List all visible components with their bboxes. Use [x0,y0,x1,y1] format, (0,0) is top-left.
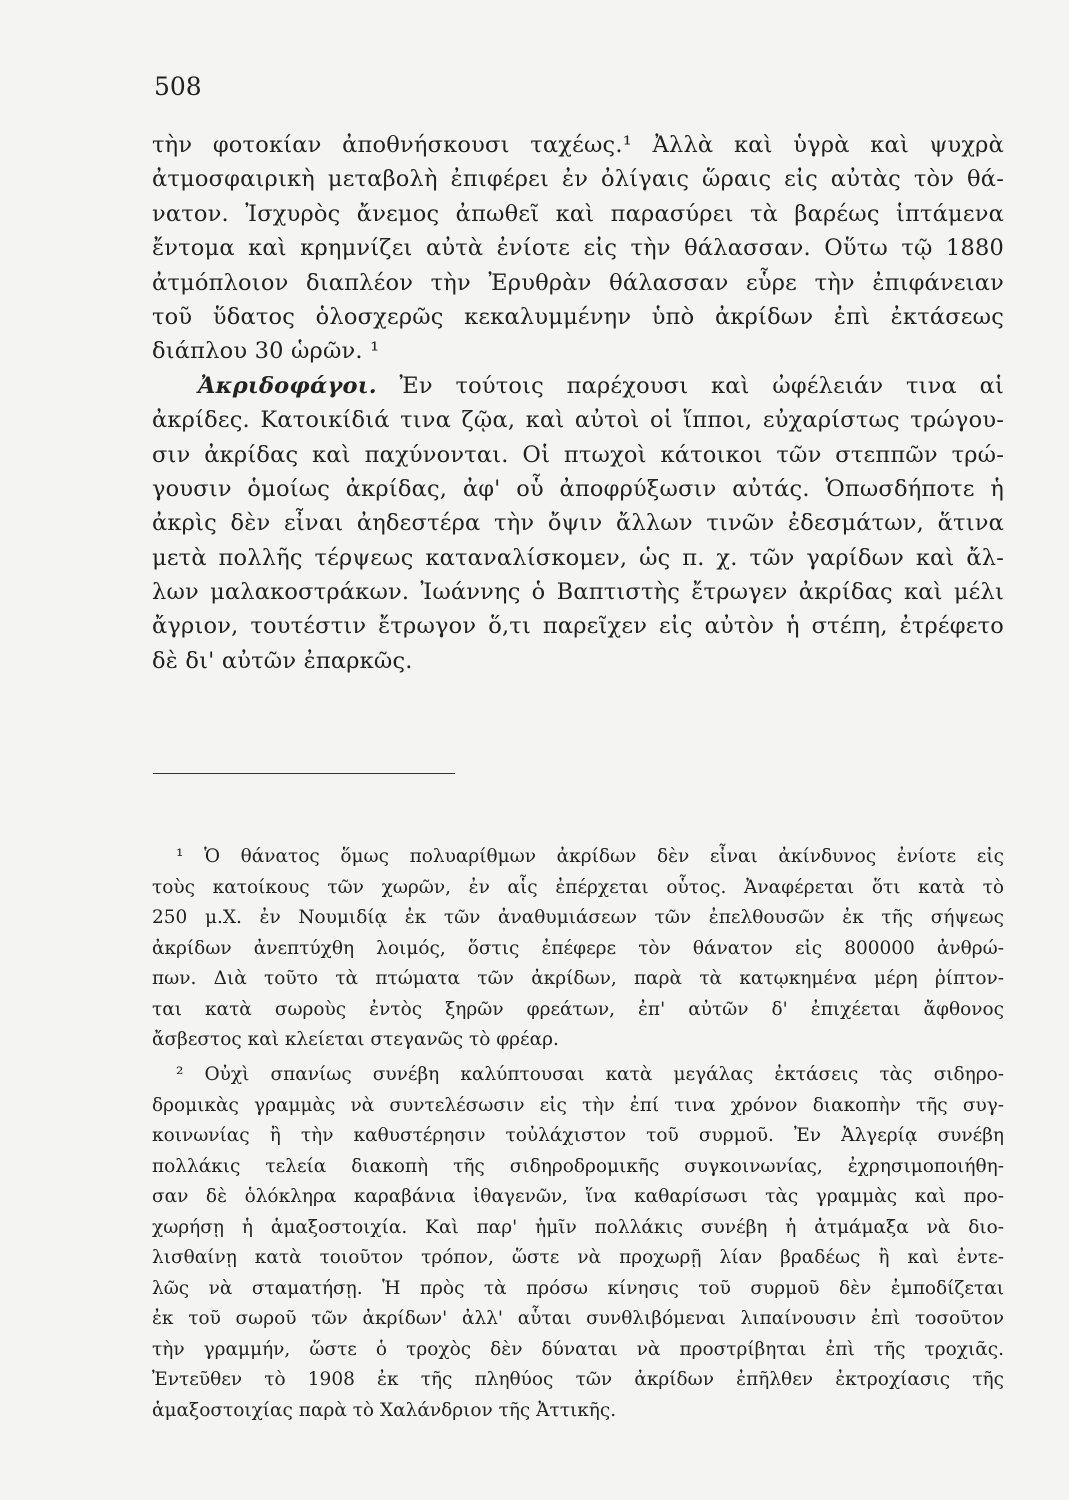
text-line: δὲ δι' αὐτῶν ἐπαρκῶς. [152,647,413,674]
text-line: πολλάκις τελεία διακοπὴ τῆς σιδηροδρομικῆς συγκοινωνίας, ἐχρησιμοποιήθη- [152,1155,1004,1177]
text-line: τὴν γραμμήν, ὥστε ὁ τροχὸς δὲν δύναται νὰ προστρίβηται ἐπὶ τῆς τροχιᾶς. [152,1338,1004,1360]
text-line: τὴν φοτοκίαν ἀποθνήσκουσι ταχέως.¹ Ἀλλὰ καὶ ὑγρὰ καὶ ψυχρὰ [152,132,1004,158]
text-line: λισθαίνῃ κατὰ τοιοῦτον τρόπον, ὥστε νὰ προχωρῇ λίαν βραδέως ἢ καὶ ἐντε- [152,1247,1004,1268]
text-line: ται κατὰ σωροὺς ἐντὸς ξηρῶν φρεάτων, ἐπ' αὐτῶν δ' ἐπιχέεται ἄφθονος [152,998,1004,1020]
text-line: τοῦ ὕδατος ὁλοσχερῶς κεκαλυμμένην ὑπὸ ἀκρίδων ἐπὶ ἐκτάσεως [152,303,1004,330]
text-line-content: Ἐν τούτοις παρέχουσι καὶ ὠφέλειάν τινα αἱ [399,372,1004,399]
text-line: πων. Διὰ τοῦτο τὰ πτώματα τῶν ἀκρίδων, παρὰ τὰ κατῳκημένα μέρη ῥίπτον- [152,968,1004,989]
text-line: ἄγριον, τουτέστιν ἔτρωγον ὅ,τι παρεῖχεν εἰς αὐτὸν ἡ στέπη, ἐτρέφετο [152,613,1004,640]
section-heading: Ἀκριδοφάγοι. [198,372,377,399]
main-text [152,128,1004,678]
text-line: ἀκρὶς δὲν εἶναι ἀηδεστέρα τὴν ὄψιν ἄλλων τινῶν ἐδεσμάτων, ἅτινα [152,510,1004,537]
text-line: ² Οὐχὶ σπανίως συνέβη καλύπτουσαι κατὰ μεγάλας ἐκτάσεις τὰς σιδηρο- [176,1064,1004,1085]
text-line: ἀτμοσφαιρικὴ μεταβολὴ ἐπιφέρει ἐν ὀλίγαις ὥραις εἰς αὐτὰς τὸν θά- [152,166,1004,193]
text-line: Ἐντεῦθεν τὸ 1908 ἐκ τῆς πληθύος τῶν ἀκρίδων ἐπῆλθεν ἐκτροχίασις τῆς [152,1369,1004,1390]
text-line: ἀκρίδες. Κατοικίδιά τινα ζῷα, καὶ αὐτοὶ οἱ ἵπποι, εὐχαρίστως τρώγου- [152,407,1004,434]
text-line: ἔντομα καὶ κρημνίζει αὐτὰ ἐνίοτε εἰς τὴν θάλασσαν. Οὕτω τῷ 1880 [152,235,1004,262]
text-line: σιν ἀκρίδας καὶ παχύνονται. Οἱ πτωχοὶ κάτοικοι τῶν στεππῶν τρώ- [152,441,1004,468]
footnote-divider [153,773,455,774]
text-line: ἀτμόπλοιον διαπλέον τὴν Ἐρυθρὰν θάλασσαν εὗρε τὴν ἐπιφάνειαν [152,269,1004,296]
text-line: λῶς νὰ σταματήσῃ. Ἡ πρὸς τὰ πρόσω κίνησις τοῦ συρμοῦ δὲν ἐμποδίζεται [152,1277,1004,1299]
text-line: λων μαλακοστράκων. Ἰωάννης ὁ Βαπτιστὴς ἔτρωγεν ἀκρίδας καὶ μέλι [152,579,1004,606]
text-line: νατον. Ἰσχυρὸς ἄνεμος ἀπωθεῖ καὶ παρασύρει τὰ βαρέως ἱπτάμενα [152,200,1004,227]
text-line: δρομικὰς γραμμὰς νὰ συντελέσωσιν εἰς τὴν ἐπί τινα χρόνον διακοπὴν τῆς συγ- [152,1094,1004,1116]
text-line: κοινωνίας ἢ τὴν καθυστέρησιν τοὐλάχιστον τοῦ συρμοῦ. Ἐν Ἀλγερίᾳ συνέβη [152,1125,1004,1146]
text-line: ¹ Ὁ θάνατος ὅμως πολυαρίθμων ἀκρίδων δὲν εἶναι ἀκίνδυνος ἐνίοτε εἰς [176,846,1004,867]
text-line: ἄσβεστος καὶ κλείεται στεγανῶς τὸ φρέαρ. [152,1029,559,1050]
footnote-1 [152,842,1004,1056]
page-number: 508 [154,72,202,101]
text-line: χωρήσῃ ἡ ἁμαξοστοιχία. Καὶ παρ' ἡμῖν πολλάκις συνέβη ἡ ἀτμάμαξα νὰ διο- [152,1216,1004,1238]
text-line: 250 μ.Χ. ἐν Νουμιδίᾳ ἐκ τῶν ἀναθυμιάσεων τῶν ἐπελθουσῶν ἐκ τῆς σήψεως [152,907,1004,928]
text-line: τοὺς κατοίκους τῶν χωρῶν, ἐν αἷς ἐπέρχεται οὗτος. Ἀναφέρεται ὅτι κατὰ τὸ [152,876,1004,898]
text-line [152,369,1004,403]
text-line: ἐκ τοῦ σωροῦ τῶν ἀκρίδων' ἀλλ' αὗται συνθλιβόμεναι λιπαίνουσιν ἐπὶ τοσοῦτον [152,1308,1004,1329]
text-line: γουσιν ὁμοίως ἀκρίδας, ἀφ' οὗ ἀποφρύξωσιν αὐτάς. Ὁπωσδήποτε ἡ [152,475,1004,502]
text-line: σαν δὲ ὁλόκληρα καραβάνια ἰθαγενῶν, ἵνα καθαρίσωσι τὰς γραμμὰς καὶ προ- [152,1186,1004,1207]
footnote-2 [152,1060,1004,1426]
text-line: ἀκρίδων ἀνεπτύχθη λοιμός, ὅστις ἐπέφερε τὸν θάνατον εἰς 800000 ἀνθρώ- [152,937,1004,959]
text-line: διάπλου 30 ὡρῶν. ¹ [152,338,380,365]
text-line: ἁμαξοστοιχίας παρὰ τὸ Χαλάνδριον τῆς Ἀττικῆς. [152,1399,617,1421]
text-line: μετὰ πολλῆς τέρψεως καταναλίσκομεν, ὡς π. χ. τῶν γαρίδων καὶ ἄλ- [152,544,1004,571]
